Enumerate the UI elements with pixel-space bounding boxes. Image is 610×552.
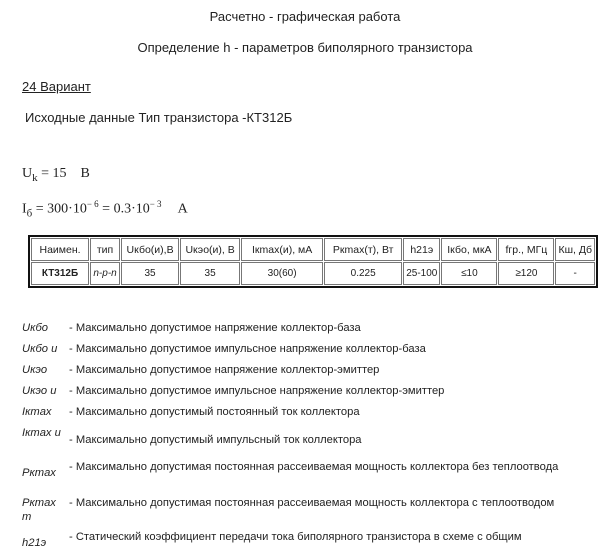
table-header-row (31, 238, 595, 261)
ib-value-b: = 0.3·10 (98, 201, 150, 217)
list-item (22, 363, 600, 384)
table-cell: ≥120 (498, 262, 554, 285)
table-header-cell: Наимен. (31, 238, 89, 261)
transistor-params-table (28, 235, 598, 288)
list-item (22, 426, 600, 460)
definition-symbol: h21э (22, 537, 47, 549)
definition-symbol: Uкэо (22, 364, 48, 376)
table-header-cell: Iкmax(и), мА (241, 238, 323, 261)
definition-symbol: Uкэо и (22, 385, 57, 397)
ib-exponent-a: − 6 (86, 199, 99, 209)
table-header-cell: Iкбо, мкА (441, 238, 497, 261)
table-cell: n-p-n (90, 262, 120, 285)
ib-subscript: б (26, 207, 33, 220)
definition-symbol: Pкmax (22, 467, 56, 479)
ib-symbol: I (22, 201, 27, 217)
definition-symbol: Iкmax и (22, 427, 61, 439)
source-data-line: Исходные данные Тип транзистора -КТ312Б (25, 110, 293, 125)
table-header-cell: Кш, Дб (555, 238, 595, 261)
definition-text: - Максимально допустимая постоянная рассеиваемая мощность коллектора с теплоотводом (69, 497, 555, 509)
definition-symbol: Uкбо (22, 322, 49, 334)
page-subtitle: Определение h - параметров биполярного транзистора (137, 40, 473, 55)
definition-text: - Статический коэффициент передачи тока биполярного транзистора в схеме с общим (69, 531, 522, 543)
table-header-cell: Uкбо(и),В (121, 238, 179, 261)
list-item (22, 321, 600, 342)
definition-text: - Максимально допустимое импульсное напряжение коллектор-база (69, 343, 426, 355)
base-current-formula (22, 199, 188, 219)
uk-subscript: k (32, 171, 38, 184)
table-cell: - (555, 262, 595, 285)
definition-symbol: Uкбо и (22, 343, 58, 355)
collector-voltage-formula (22, 166, 90, 184)
definition-symbol: Iкmax (22, 406, 52, 418)
page-title: Расчетно - графическая работа (209, 9, 401, 24)
definition-text: - Максимально допустимый импульсный ток коллектора (69, 434, 362, 446)
table-cell: 0.225 (324, 262, 402, 285)
ib-value-a: = 300·10 (32, 201, 87, 217)
definition-symbol: Pкmax т (22, 497, 56, 523)
list-item (22, 460, 600, 496)
table-header-cell: h21э (403, 238, 440, 261)
table-header-cell: Uкэо(и), В (180, 238, 240, 261)
table-cell: 35 (121, 262, 179, 285)
definition-text: - Максимально допустимая постоянная рассеиваемая мощность коллектора без теплоотвода (69, 461, 559, 473)
definition-text: - Максимально допустимый постоянный ток коллектора (69, 406, 360, 418)
definition-text: - Максимально допустимое импульсное напряжение коллектор-эмиттер (69, 385, 445, 397)
uk-symbol: U (22, 166, 33, 181)
list-item (22, 496, 600, 530)
table-cell: ≤10 (441, 262, 497, 285)
definition-text: - Максимально допустимое напряжение коллектор-база (69, 322, 361, 334)
uk-value: = 15 B (37, 166, 90, 181)
ib-exponent-b: − 3 (149, 199, 162, 209)
variant-label: 24 Вариант (22, 79, 91, 94)
list-item (22, 530, 600, 550)
table-header-cell: fгр., МГц (498, 238, 554, 261)
table-header-cell: тип (90, 238, 120, 261)
table-cell: КТ312Б (31, 262, 89, 285)
definition-text: - Максимально допустимое напряжение коллектор-эмиттер (69, 364, 380, 376)
list-item (22, 405, 600, 426)
definitions-list (22, 321, 600, 550)
table-cell: 30(60) (241, 262, 323, 285)
table-cell: 35 (180, 262, 240, 285)
table-cell: 25-100 (403, 262, 440, 285)
table-row (31, 262, 595, 285)
table-header-cell: Pкmax(т), Вт (324, 238, 402, 261)
ib-unit: A (177, 201, 188, 217)
list-item (22, 384, 600, 405)
list-item (22, 342, 600, 363)
